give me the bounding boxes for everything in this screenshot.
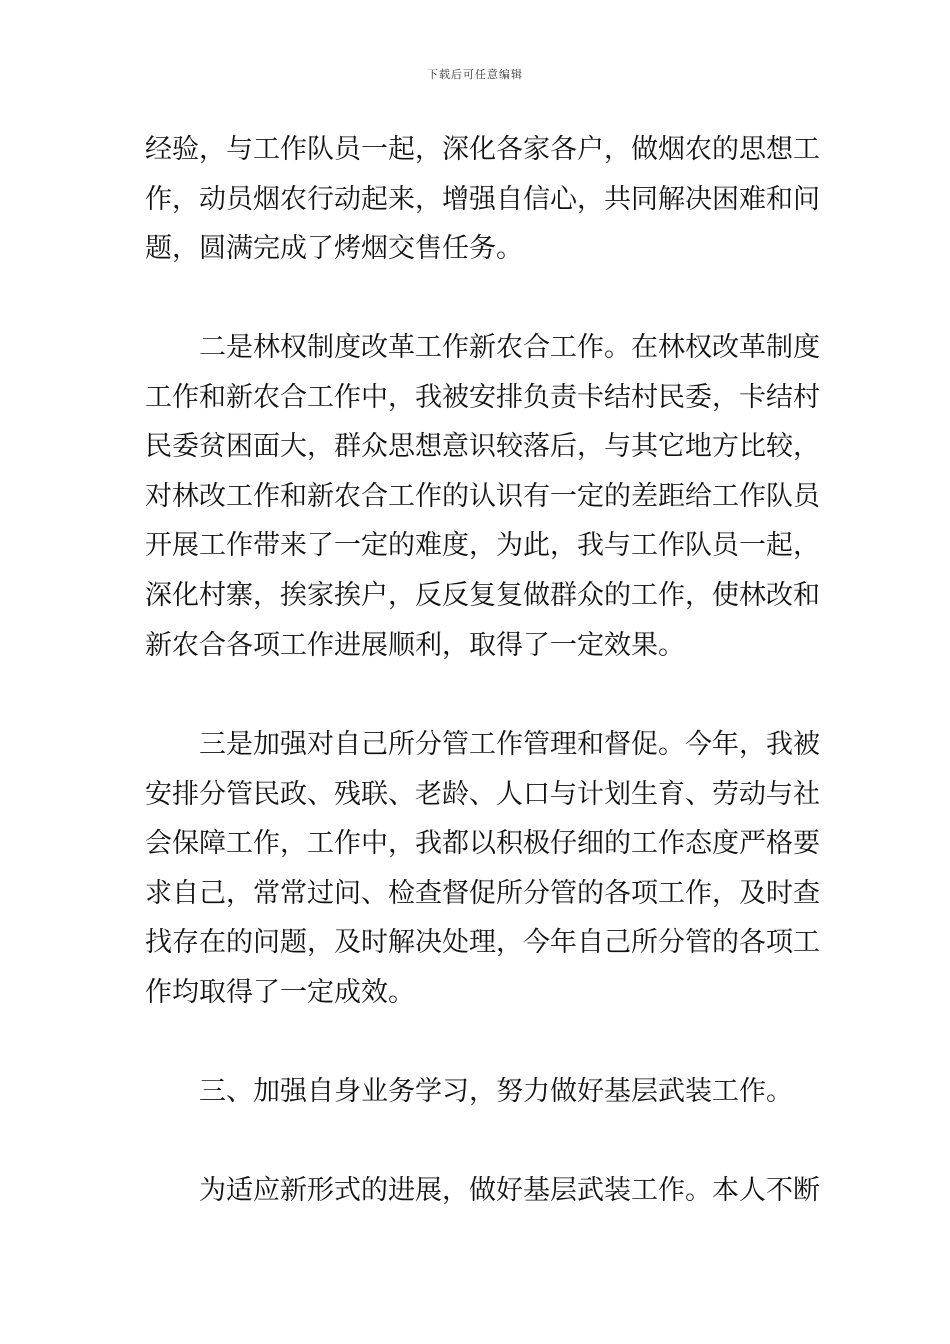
paragraph-4	[145, 1166, 820, 1216]
text-line: 民委贫困面大，群众思想意识较落后，与其它地方比较，	[145, 431, 820, 463]
text-line: 找存在的问题，及时解决处理，今年自己所分管的各项工	[145, 927, 820, 959]
text-line: 求自己，常常过问、检查督促所分管的各项工作，及时查	[145, 877, 820, 909]
text-line: 为适应新形式的进展，做好基层武装工作。本人不断	[199, 1175, 820, 1206]
text-line: 深化村寨，挨家挨户，反反复复做群众的工作，使林改和	[145, 579, 820, 611]
section-heading	[145, 1067, 810, 1117]
text-line: 题，圆满完成了烤烟交售任务。	[145, 233, 523, 265]
text-line: 二是林权制度改革工作新农合工作。在林权改革制度	[199, 332, 820, 363]
text-line: 经验，与工作队员一起，深化各家各户，做烟农的思想工	[145, 134, 820, 165]
text-line: 工作和新农合工作中，我被安排负责卡结村民委，卡结村	[145, 381, 820, 413]
text-line: 作，动员烟农行动起来，增强自信心，共同解决困难和问	[145, 183, 820, 215]
paragraph-2	[145, 323, 820, 670]
page-header: 下载后可任意编辑	[427, 68, 523, 81]
text-line: 三、加强自身业务学习，努力做好基层武装工作。	[199, 1076, 793, 1107]
text-line: 作均取得了一定成效。	[145, 976, 415, 1008]
paragraph-1	[145, 125, 820, 274]
text-line: 安排分管民政、残联、老龄、人口与计划生育、劳动与社	[145, 778, 820, 810]
text-line: 对林改工作和新农合工作的认识有一定的差距给工作队员	[145, 480, 820, 512]
text-line: 新农合各项工作进展顺利，取得了一定效果。	[145, 629, 685, 661]
paragraph-3	[145, 720, 820, 1018]
text-line: 开展工作带来了一定的难度，为此，我与工作队员一起，	[145, 530, 820, 562]
text-line: 会保障工作，工作中，我都以积极仔细的工作态度严格要	[145, 828, 820, 860]
text-line: 三是加强对自己所分管工作管理和督促。今年，我被	[199, 729, 820, 760]
